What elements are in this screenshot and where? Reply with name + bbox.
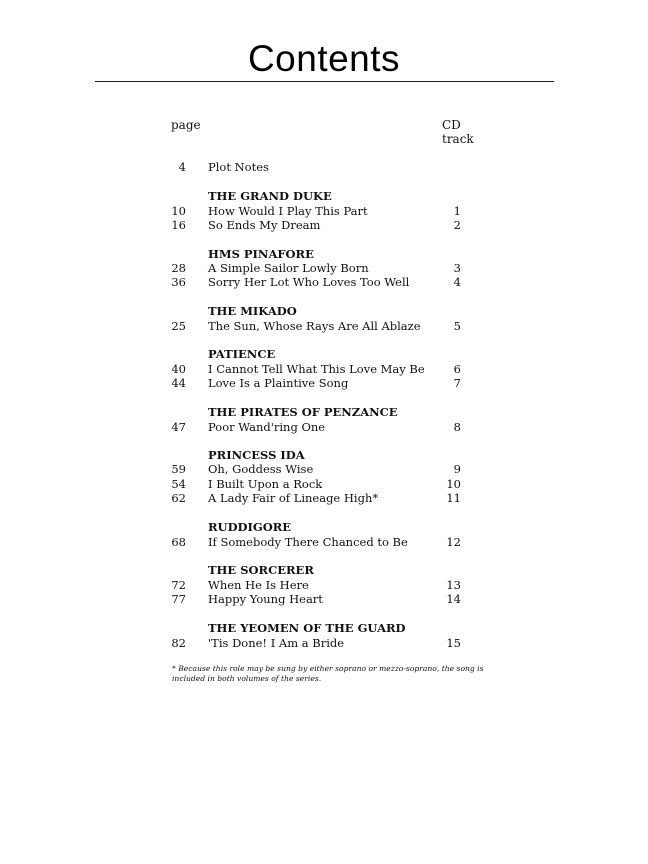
- toc-row: [0, 578, 648, 592]
- page-number: 36: [171, 275, 186, 289]
- section-heading: THE MIKADO: [208, 304, 297, 318]
- toc-row: [0, 261, 648, 275]
- track-number: 15: [446, 636, 461, 650]
- track-number: 3: [453, 261, 461, 275]
- song-title: Love Is a Plaintive Song: [208, 376, 349, 390]
- toc-row: [0, 491, 648, 505]
- section-heading: THE SORCERER: [208, 563, 314, 577]
- page-number: 16: [171, 218, 186, 232]
- song-title: When He Is Here: [208, 578, 309, 592]
- song-title: I Cannot Tell What This Love May Be: [208, 362, 425, 376]
- page-number: 59: [171, 462, 186, 476]
- toc-row: [0, 420, 648, 434]
- song-title: Oh, Goddess Wise: [208, 462, 314, 476]
- track-number: 6: [453, 362, 461, 376]
- section-heading: PATIENCE: [208, 347, 276, 361]
- section-heading: THE YEOMEN OF THE GUARD: [208, 621, 406, 635]
- page-number: 68: [171, 535, 186, 549]
- track-number: 7: [453, 376, 461, 390]
- track-number: 11: [446, 491, 461, 505]
- song-title: If Somebody There Chanced to Be: [208, 535, 408, 549]
- page-number: 47: [171, 420, 186, 434]
- toc-row: [0, 319, 648, 333]
- page-number: 10: [171, 204, 186, 218]
- song-title: Sorry Her Lot Who Loves Too Well: [208, 275, 410, 289]
- song-title: I Built Upon a Rock: [208, 477, 323, 491]
- footnote: * Because this role may be sung by either soprano or mezzo-soprano, the song is included in both volumes of the series.: [172, 664, 484, 683]
- song-title: The Sun, Whose Rays Are All Ablaze: [208, 319, 421, 333]
- toc-row: [0, 636, 648, 650]
- page-number: 77: [171, 592, 186, 606]
- track-number: 4: [453, 275, 461, 289]
- intro-row: [0, 160, 648, 174]
- entry-title: Plot Notes: [208, 160, 269, 174]
- track-number: 5: [453, 319, 461, 333]
- toc-row: [0, 376, 648, 390]
- cd-track-column-header: [442, 118, 474, 146]
- track-number: 2: [453, 218, 461, 232]
- section-heading: THE PIRATES OF PENZANCE: [208, 405, 398, 419]
- cd-label: CD: [442, 118, 461, 132]
- toc-row: [0, 535, 648, 549]
- section-heading: HMS PINAFORE: [208, 247, 314, 261]
- page-title: Contents: [247, 38, 401, 79]
- song-title: A Lady Fair of Lineage High*: [208, 491, 379, 505]
- track-number: 13: [446, 578, 461, 592]
- toc-row: [0, 592, 648, 606]
- track-label: track: [442, 132, 474, 146]
- song-title: A Simple Sailor Lowly Born: [208, 261, 369, 275]
- section-heading: THE GRAND DUKE: [208, 189, 332, 203]
- track-number: 1: [453, 204, 461, 218]
- title-divider: [95, 81, 554, 82]
- track-number: 9: [453, 462, 461, 476]
- page-number: 82: [171, 636, 186, 650]
- toc-row: [0, 275, 648, 289]
- toc-row: [0, 204, 648, 218]
- page-number: 28: [171, 261, 186, 275]
- song-title: How Would I Play This Part: [208, 204, 368, 218]
- toc-row: [0, 362, 648, 376]
- track-number: 12: [446, 535, 461, 549]
- section-heading: PRINCESS IDA: [208, 448, 305, 462]
- page-number: 72: [171, 578, 186, 592]
- page-column-header: page: [171, 118, 201, 132]
- song-title: 'Tis Done! I Am a Bride: [208, 636, 345, 650]
- page-number: 54: [171, 477, 186, 491]
- page-number: 25: [171, 319, 186, 333]
- page-number: 4: [178, 160, 186, 174]
- track-number: 14: [446, 592, 461, 606]
- page-number: 62: [171, 491, 186, 505]
- toc-row: [0, 462, 648, 476]
- section-heading: RUDDIGORE: [208, 520, 292, 534]
- track-number: 8: [453, 420, 461, 434]
- toc-row: [0, 477, 648, 491]
- page-number: 44: [171, 376, 186, 390]
- song-title: Happy Young Heart: [208, 592, 323, 606]
- page-number: 40: [171, 362, 186, 376]
- song-title: Poor Wand'ring One: [208, 420, 326, 434]
- song-title: So Ends My Dream: [208, 218, 321, 232]
- toc-row: [0, 218, 648, 232]
- track-number: 10: [446, 477, 461, 491]
